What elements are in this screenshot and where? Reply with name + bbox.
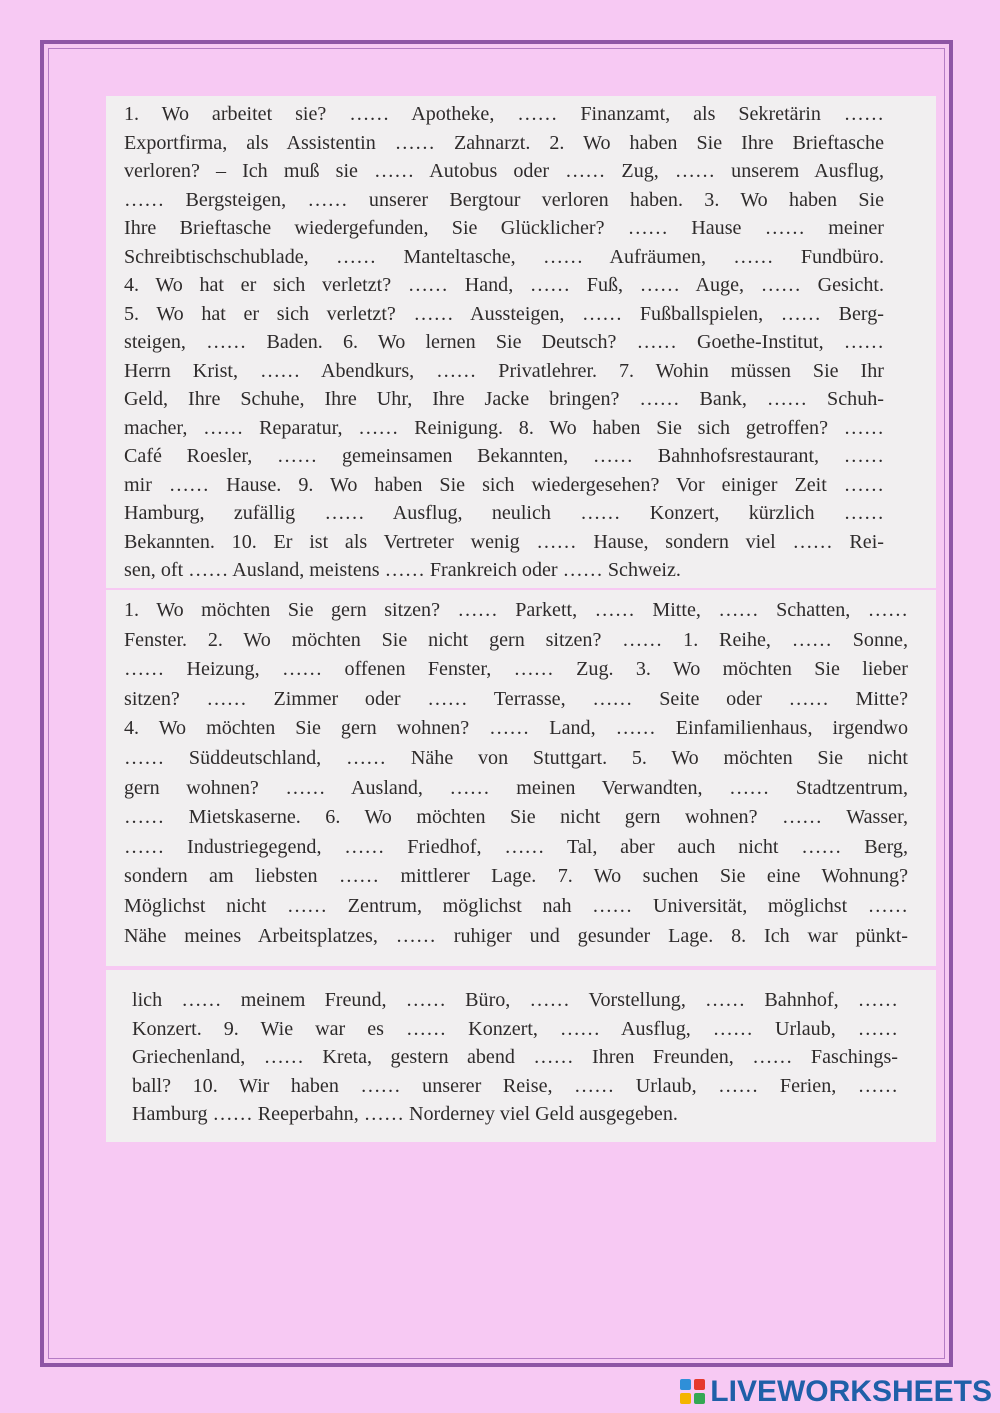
text-line: Möglichst nicht …… Zentrum, möglichst nah …… Universität, möglichst …… bbox=[124, 894, 908, 917]
text-line: …… Bergsteigen, …… unserer Bergtour verloren haben. 3. Wo haben Sie bbox=[124, 188, 884, 211]
text-line: Café Roesler, …… gemeinsamen Bekannten, …… Bahnhofsrestaurant, …… bbox=[124, 445, 884, 467]
text-excerpt-2 bbox=[106, 590, 936, 966]
text-line: mir …… Hause. 9. Wo haben Sie sich wiedergesehen? Vor einiger Zeit …… bbox=[124, 473, 884, 496]
text-line: Nähe meines Arbeitsplatzes, …… ruhiger und gesunder Lage. 8. Ich war pünkt- bbox=[124, 924, 908, 947]
text-excerpt-3 bbox=[106, 970, 936, 1142]
liveworksheets-logo[interactable] bbox=[680, 1375, 992, 1409]
text-line: …… Heizung, …… offenen Fenster, …… Zug. 3. Wo möchten Sie lieber bbox=[124, 658, 908, 681]
logo-square-blue bbox=[680, 1379, 691, 1390]
text-line: Griechenland, …… Kreta, gestern abend …… Ihren Freunden, …… Faschings- bbox=[132, 1046, 898, 1068]
text-line: 1. Wo möchten Sie gern sitzen? …… Parkett, …… Mitte, …… Schatten, …… bbox=[124, 599, 908, 621]
text-line: gern wohnen? …… Ausland, …… meinen Verwandten, …… Stadtzentrum, bbox=[124, 776, 908, 799]
text-line: 5. Wo hat er sich verletzt? …… Aussteigen, …… Fußballspielen, …… Berg- bbox=[124, 302, 884, 325]
text-line: lich …… meinem Freund, …… Büro, …… Vorstellung, …… Bahnhof, …… bbox=[132, 989, 898, 1011]
logo-square-red bbox=[694, 1379, 705, 1390]
text-line: Geld, Ihre Schuhe, Ihre Uhr, Ihre Jacke bringen? …… Bank, …… Schuh- bbox=[124, 388, 884, 410]
text-line: …… Süddeutschland, …… Nähe von Stuttgart. 5. Wo möchten Sie nicht bbox=[124, 746, 908, 769]
text-line: sen, oft …… Ausland, meistens …… Frankreich oder …… Schweiz. bbox=[124, 559, 681, 581]
text-line: sitzen? …… Zimmer oder …… Terrasse, …… Seite oder …… Mitte? bbox=[124, 687, 908, 710]
text-line: …… Industriegegend, …… Friedhof, …… Tal, aber auch nicht …… Berg, bbox=[124, 835, 908, 858]
text-line: …… Mietskaserne. 6. Wo möchten Sie nicht gern wohnen? …… Wasser, bbox=[124, 806, 908, 829]
logo-text: LIVEWORKSHEETS bbox=[710, 1375, 992, 1408]
text-line: Fenster. 2. Wo möchten Sie nicht gern sitzen? …… 1. Reihe, …… Sonne, bbox=[124, 628, 908, 651]
text-line: 4. Wo möchten Sie gern wohnen? …… Land, …… Einfamilienhaus, irgendwo bbox=[124, 717, 908, 740]
text-line: Schreibtischschublade, …… Manteltasche, …… Aufräumen, …… Fundbüro. bbox=[124, 245, 884, 268]
text-line: Ihre Brieftasche wiedergefunden, Sie Glücklicher? …… Hause …… meiner bbox=[124, 217, 884, 239]
text-line: sondern am liebsten …… mittlerer Lage. 7. Wo suchen Sie eine Wohnung? bbox=[124, 865, 908, 888]
text-line: steigen, …… Baden. 6. Wo lernen Sie Deutsch? …… Goethe-Institut, …… bbox=[124, 331, 884, 353]
text-excerpt-1 bbox=[106, 96, 936, 588]
text-line: Hamburg, zufällig …… Ausflug, neulich …… Konzert, kürzlich …… bbox=[124, 502, 884, 524]
logo-square-green bbox=[694, 1393, 705, 1404]
liveworksheets-logo-icon bbox=[680, 1379, 706, 1405]
text-line: Bekannten. 10. Er ist als Vertreter wenig …… Hause, sondern viel …… Rei- bbox=[124, 530, 884, 553]
text-line: ball? 10. Wir haben …… unserer Reise, …… Urlaub, …… Ferien, …… bbox=[132, 1074, 898, 1097]
logo-square-yellow bbox=[680, 1393, 691, 1404]
text-line: 4. Wo hat er sich verletzt? …… Hand, …… Fuß, …… Auge, …… Gesicht. bbox=[124, 274, 884, 296]
text-line: macher, …… Reparatur, …… Reinigung. 8. Wo haben Sie sich getroffen? …… bbox=[124, 416, 884, 439]
text-line: Konzert. 9. Wie war es …… Konzert, …… Ausflug, …… Urlaub, …… bbox=[132, 1017, 898, 1040]
text-line: verloren? – Ich muß sie …… Autobus oder …… Zug, …… unserem Ausflug, bbox=[124, 160, 884, 182]
text-line: Hamburg …… Reeperbahn, …… Norderney viel Geld ausgegeben. bbox=[132, 1103, 678, 1125]
text-line: Exportfirma, als Assistentin …… Zahnarzt. 2. Wo haben Sie Ihre Brieftasche bbox=[124, 131, 884, 154]
text-line: Herrn Krist, …… Abendkurs, …… Privatlehrer. 7. Wohin müssen Sie Ihr bbox=[124, 359, 884, 382]
text-line: 1. Wo arbeitet sie? …… Apotheke, …… Finanzamt, als Sekretärin …… bbox=[124, 103, 884, 125]
